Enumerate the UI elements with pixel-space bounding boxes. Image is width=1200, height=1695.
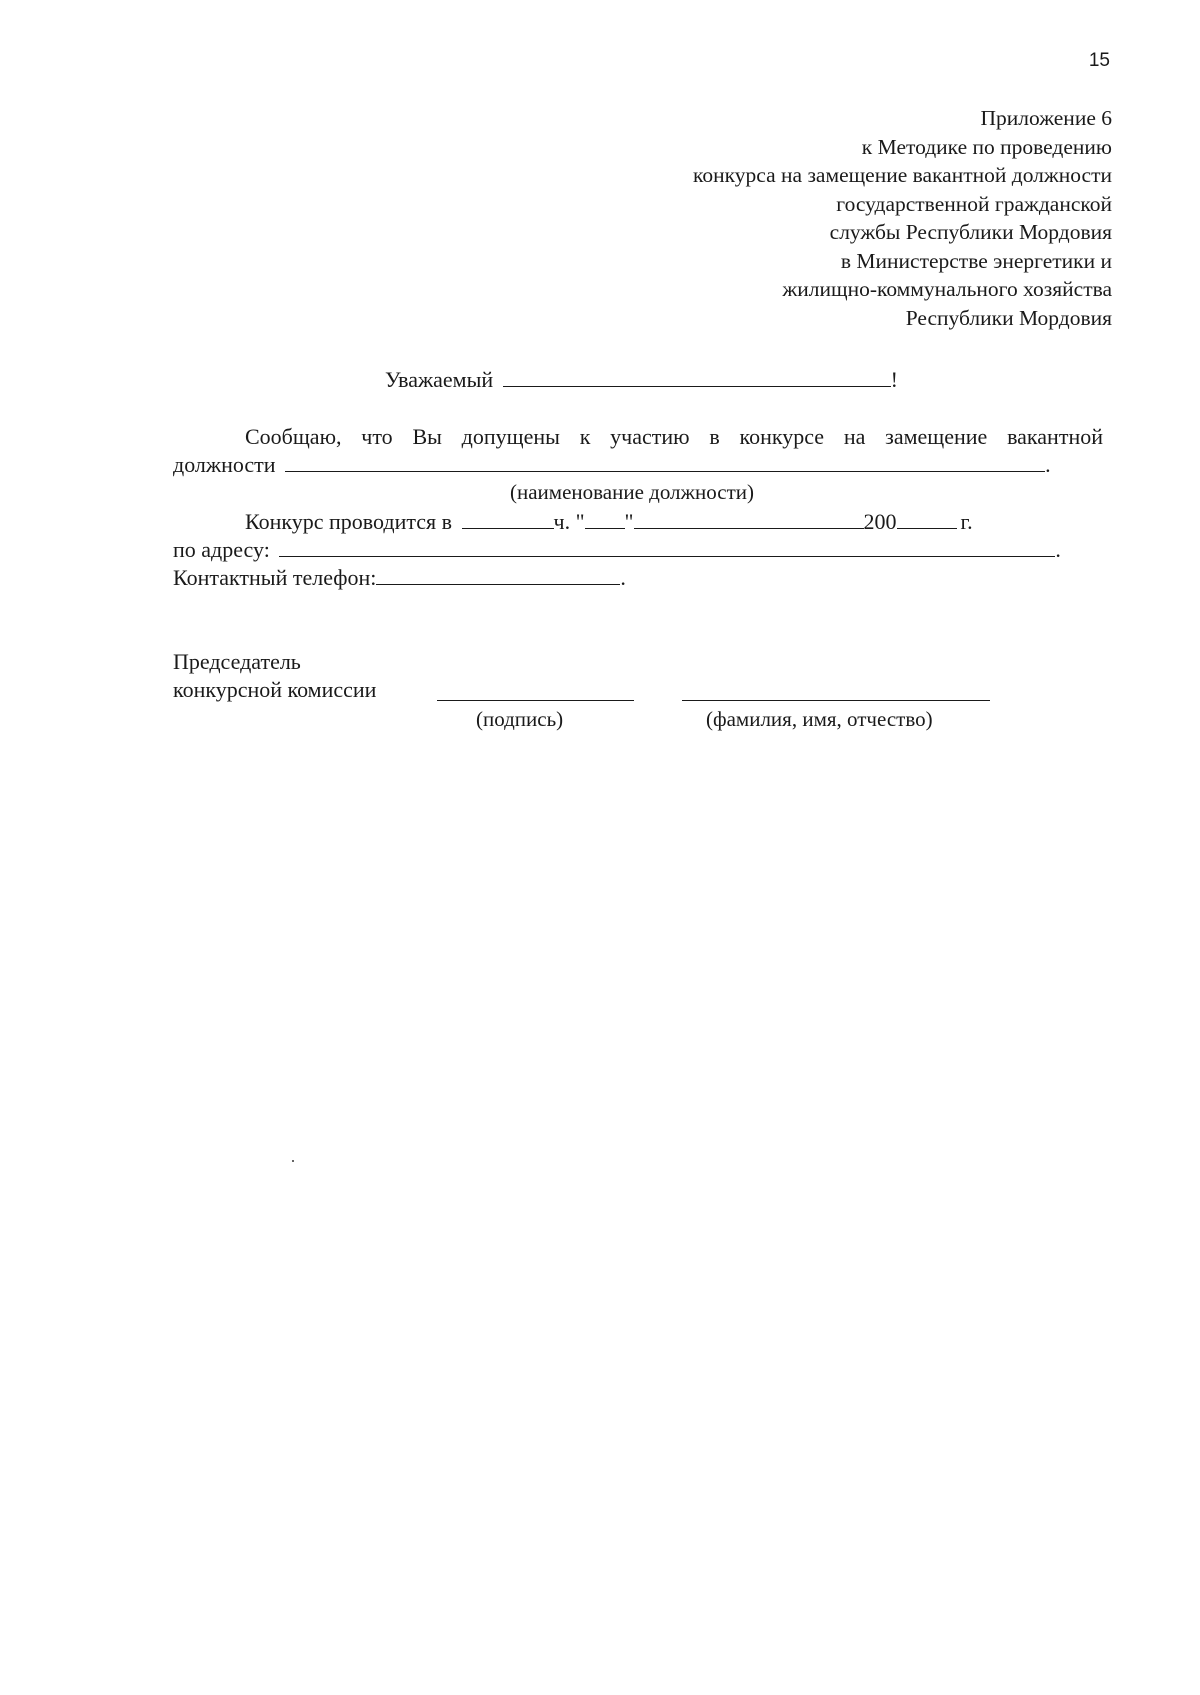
position-name-field[interactable] <box>285 451 1045 472</box>
signature-field[interactable] <box>437 700 634 701</box>
position-end: . <box>1045 452 1051 477</box>
chairman-title-line-2: конкурсной комиссии <box>173 677 377 702</box>
year-prefix: 200 <box>863 509 897 534</box>
date-prefix: Конкурс проводится в <box>245 509 452 534</box>
appendix-line: конкурса на замещение вакантной должности <box>693 163 1112 187</box>
appendix-line: государственной гражданской <box>836 191 1112 216</box>
hours-field[interactable] <box>462 508 554 529</box>
recipient-name-field[interactable] <box>503 366 891 387</box>
address-end: . <box>1055 537 1061 562</box>
year-suffix: г. <box>960 509 973 534</box>
appendix-line: Приложение 6 <box>980 106 1112 130</box>
hours-suffix: ч. " <box>553 509 585 534</box>
full-name-field[interactable] <box>682 700 990 701</box>
year-field[interactable] <box>897 508 957 529</box>
appendix-header <box>693 104 1112 332</box>
body-line-1: Сообщаю, что Вы допущены к участию в конкурсе на замещение вакантной <box>245 424 1103 449</box>
scan-speck <box>292 1160 294 1162</box>
day-field[interactable] <box>585 508 625 529</box>
phone-label: Контактный телефон: <box>173 565 377 590</box>
month-field[interactable] <box>634 508 864 529</box>
phone-field[interactable] <box>376 564 620 585</box>
quote-close: " <box>624 509 634 534</box>
chairman-title-line-1: Председатель <box>173 649 301 674</box>
phone-end: . <box>620 565 626 590</box>
appendix-line: к Методике по проведению <box>861 134 1112 159</box>
appendix-line: жилищно-коммунального хозяйства <box>782 277 1112 301</box>
position-caption: (наименование должности) <box>510 480 755 504</box>
date-line <box>245 508 973 535</box>
address-field[interactable] <box>279 536 1055 557</box>
phone-line <box>173 564 626 591</box>
appendix-line: в Министерстве энергетики и <box>840 248 1112 273</box>
appendix-line: Республики Мордовия <box>905 305 1112 330</box>
full-name-caption: (фамилия, имя, отчество) <box>706 707 933 731</box>
greeting-line <box>385 366 898 393</box>
page-number: 15 <box>1088 50 1110 71</box>
greeting-exclamation: ! <box>890 367 898 392</box>
appendix-line: службы Республики Мордовия <box>829 220 1112 244</box>
position-line <box>173 451 1051 478</box>
signature-caption: (подпись) <box>476 707 564 731</box>
address-line <box>173 536 1061 563</box>
position-label: должности <box>173 452 276 477</box>
greeting-text: Уважаемый <box>385 367 494 392</box>
address-label: по адресу: <box>173 537 270 562</box>
